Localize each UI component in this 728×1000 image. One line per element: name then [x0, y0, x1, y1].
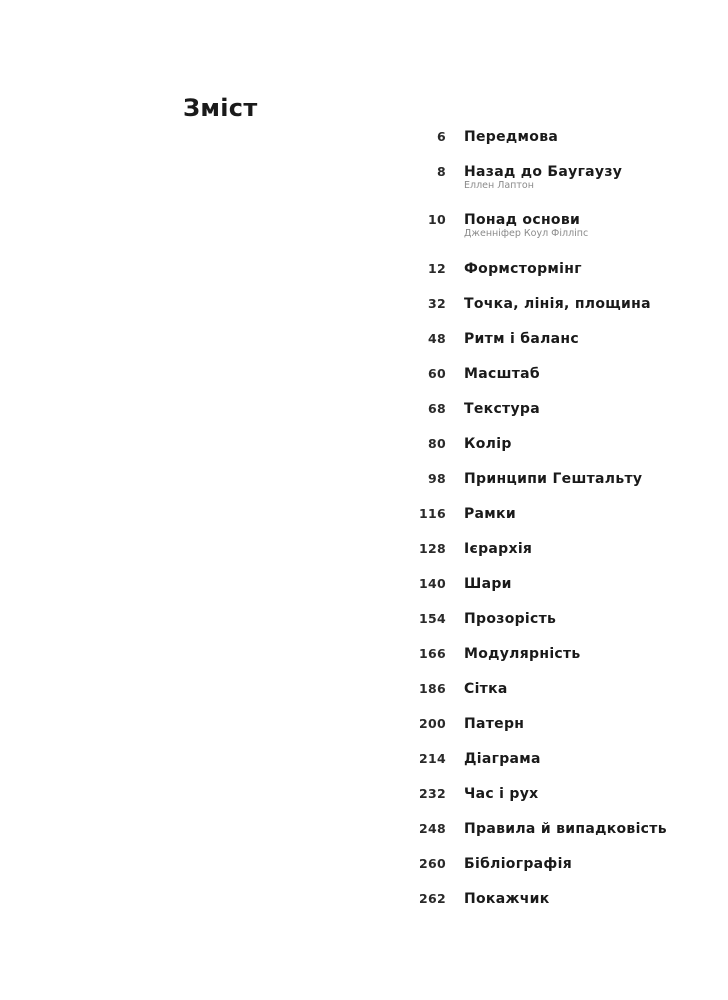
- toc-title: Ритм і баланс: [464, 331, 579, 347]
- toc-title: Текстура: [464, 401, 540, 417]
- toc-title: Передмова: [464, 129, 559, 145]
- toc-page-number: 262: [419, 891, 446, 906]
- toc-page-number: 232: [419, 786, 446, 801]
- toc-title: Сітка: [464, 681, 508, 697]
- toc-entry-layers[interactable]: [0, 575, 728, 605]
- toc-author: Еллен Лаптон: [464, 180, 534, 191]
- toc-entry-framing[interactable]: [0, 505, 728, 535]
- toc-title: Покажчик: [464, 891, 550, 907]
- toc-page-number: 98: [428, 471, 446, 486]
- toc-entry-hierarchy[interactable]: [0, 540, 728, 570]
- toc-page-number: 154: [419, 611, 446, 626]
- toc-page-number: 260: [419, 856, 446, 871]
- toc-page-number: 32: [428, 296, 446, 311]
- toc-title: Патерн: [464, 716, 525, 732]
- toc-entry-pattern[interactable]: [0, 715, 728, 745]
- toc-page-number: 10: [428, 212, 446, 227]
- toc-entry-color[interactable]: [0, 435, 728, 465]
- page-title: Зміст: [183, 94, 258, 122]
- toc-entry-scale[interactable]: [0, 365, 728, 395]
- toc-entry-diagram[interactable]: [0, 750, 728, 780]
- toc-page-number: 214: [419, 751, 446, 766]
- toc-page-number: 8: [437, 164, 446, 179]
- toc-entry-point-line-plane[interactable]: [0, 295, 728, 325]
- toc-entry-bibliography[interactable]: [0, 855, 728, 885]
- toc-page-number: 166: [419, 646, 446, 661]
- toc-title: Модулярність: [464, 646, 581, 662]
- toc-title: Час і рух: [464, 786, 539, 802]
- toc-entry-texture[interactable]: [0, 400, 728, 430]
- toc-page-number: 140: [419, 576, 446, 591]
- toc-title: Понад основи: [464, 212, 581, 228]
- toc-title: Бібліографія: [464, 856, 572, 872]
- toc-entry-gestalt[interactable]: [0, 470, 728, 500]
- toc-page-number: 60: [428, 366, 446, 381]
- toc-page-number: 186: [419, 681, 446, 696]
- toc-page-number: 248: [419, 821, 446, 836]
- toc-entry-transparency[interactable]: [0, 610, 728, 640]
- toc-page-number: 116: [419, 506, 446, 521]
- toc-page-number: 48: [428, 331, 446, 346]
- toc-entry-time-motion[interactable]: [0, 785, 728, 815]
- toc-entry-beyond-basics[interactable]: [0, 211, 728, 241]
- toc-page-number: 80: [428, 436, 446, 451]
- toc-title: Прозорість: [464, 611, 557, 627]
- toc-title: Назад до Баугаузу: [464, 164, 623, 180]
- toc-author: Дженніфер Коул Філліпс: [464, 228, 589, 239]
- toc-entry-grid[interactable]: [0, 680, 728, 710]
- toc-page-number: 6: [437, 129, 446, 144]
- toc-title: Діаграма: [464, 751, 541, 767]
- toc-title: Точка, лінія, площина: [464, 296, 651, 312]
- toc-page-number: 68: [428, 401, 446, 416]
- toc-title: Колір: [464, 436, 512, 452]
- toc-title: Принципи Гештальту: [464, 471, 643, 487]
- toc-title: Масштаб: [464, 366, 540, 382]
- toc-entry-formstorming[interactable]: [0, 260, 728, 290]
- toc-page-number: 200: [419, 716, 446, 731]
- toc-page-number: 12: [428, 261, 446, 276]
- toc-entry-rhythm-balance[interactable]: [0, 330, 728, 360]
- toc-entry-back-to-bauhaus[interactable]: [0, 163, 728, 193]
- toc-title: Рамки: [464, 506, 516, 522]
- toc-entry-index[interactable]: [0, 890, 728, 920]
- toc-title: Шари: [464, 576, 512, 592]
- toc-title: Формстормінг: [464, 261, 582, 277]
- toc-page-number: 128: [419, 541, 446, 556]
- toc-entry-rules-randomness[interactable]: [0, 820, 728, 850]
- toc-title: Правила й випадковість: [464, 821, 667, 837]
- toc-entry-modularity[interactable]: [0, 645, 728, 675]
- toc-title: Ієрархія: [464, 541, 533, 557]
- toc-entry-preface[interactable]: [0, 128, 728, 158]
